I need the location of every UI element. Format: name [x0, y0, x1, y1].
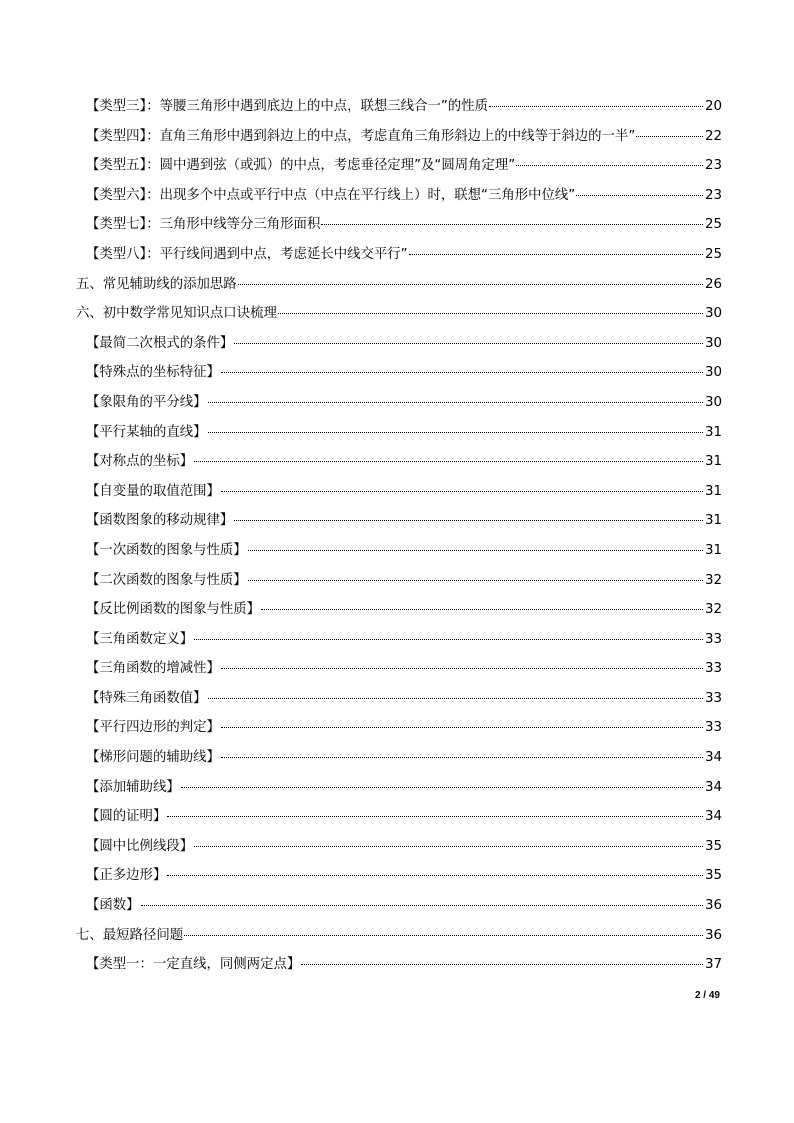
dot-leader [221, 491, 703, 492]
toc-entry-label: 【类型三】：等腰三角形中遇到底边上的中点，联想三线合一”的性质 [86, 99, 488, 114]
toc-entry-label: 七、最短路径问题 [76, 927, 184, 943]
toc-entry-page: 30 [704, 306, 722, 322]
toc-entry[interactable] [76, 240, 722, 270]
toc-entry-label: 【二次函数的图象与性质】 [86, 572, 247, 588]
toc-entry-label: 【类型一：一定直线，同侧两定点】 [86, 957, 301, 973]
table-of-contents [76, 92, 722, 980]
toc-entry-page: 30 [704, 365, 722, 381]
toc-entry-page: 34 [704, 750, 722, 766]
toc-entry-page: 37 [704, 957, 722, 973]
toc-entry-label: 【特殊三角函数值】 [86, 690, 207, 706]
dot-leader [301, 964, 703, 965]
toc-entry[interactable] [76, 832, 722, 862]
toc-entry-label: 【类型四】：直角三角形中遇到斜边上的中点，考虑直角三角形斜边上的中线等于斜边的一半” [86, 128, 636, 144]
toc-entry[interactable] [76, 506, 722, 536]
toc-entry-page: 32 [704, 572, 722, 588]
dot-leader [234, 520, 703, 521]
toc-entry-page: 35 [704, 838, 722, 854]
toc-entry-label: 【自变量的取值范围】 [86, 483, 220, 499]
dot-leader [576, 195, 703, 196]
toc-entry-label: 【类型五】：圆中遇到弦（或弧）的中点，考虑垂径定理”及“圆周角定理” [86, 158, 516, 174]
toc-entry-page: 30 [704, 394, 722, 410]
toc-entry-label: 【类型八】：平行线间遇到中点，考虑延长中线交平行” [86, 246, 408, 262]
toc-entry-label: 【三角函数定义】 [86, 631, 194, 647]
toc-entry-label: 【添加辅助线】 [86, 779, 180, 795]
dot-leader [221, 668, 703, 669]
toc-entry[interactable] [76, 122, 722, 152]
toc-entry-label: 【圆中比例线段】 [86, 838, 194, 854]
toc-entry[interactable] [76, 625, 722, 655]
toc-entry-page: 31 [704, 483, 722, 499]
toc-entry[interactable] [76, 713, 722, 743]
dot-leader [248, 550, 703, 551]
toc-entry-label: 【函数】 [86, 898, 140, 914]
toc-entry-label: 【圆的证明】 [86, 809, 167, 825]
dot-leader [516, 165, 703, 166]
toc-entry-label: 【一次函数的图象与性质】 [86, 542, 247, 558]
toc-entry[interactable] [76, 891, 722, 921]
toc-entry-page: 36 [704, 898, 722, 914]
toc-entry[interactable] [76, 329, 722, 359]
toc-entry[interactable] [76, 270, 722, 300]
dot-leader [234, 343, 703, 344]
toc-entry-page: 33 [704, 720, 722, 736]
toc-entry-page: 31 [704, 424, 722, 440]
page-number: 2 / 49 [694, 990, 720, 1001]
toc-entry-page: 22 [704, 128, 722, 144]
dot-leader [184, 935, 703, 936]
toc-entry[interactable] [76, 861, 722, 891]
toc-entry[interactable] [76, 802, 722, 832]
toc-entry-page: 34 [704, 779, 722, 795]
toc-entry[interactable] [76, 595, 722, 625]
toc-entry[interactable] [76, 536, 722, 566]
toc-entry-page: 31 [704, 513, 722, 529]
dot-leader [221, 757, 703, 758]
toc-entry-label: 【最简二次根式的条件】 [86, 335, 234, 351]
toc-entry-page: 32 [704, 602, 722, 618]
toc-entry-page: 31 [704, 542, 722, 558]
dot-leader [194, 461, 703, 462]
dot-leader [221, 372, 703, 373]
toc-entry-page: 26 [704, 276, 722, 292]
toc-entry[interactable] [76, 210, 722, 240]
dot-leader [221, 727, 703, 728]
toc-entry[interactable] [76, 566, 722, 596]
dot-leader [261, 609, 703, 610]
dot-leader [636, 136, 703, 137]
toc-entry-label: 【特殊点的坐标特征】 [86, 365, 220, 381]
dot-leader [208, 698, 703, 699]
toc-entry[interactable] [76, 684, 722, 714]
toc-entry-page: 34 [704, 809, 722, 825]
toc-entry-page: 23 [704, 187, 722, 203]
toc-entry[interactable] [76, 388, 722, 418]
toc-entry[interactable] [76, 151, 722, 181]
dot-leader [208, 432, 703, 433]
toc-entry-page: 33 [704, 690, 722, 706]
toc-entry[interactable] [76, 654, 722, 684]
toc-entry[interactable] [76, 418, 722, 448]
toc-entry[interactable] [76, 773, 722, 803]
toc-entry[interactable] [76, 447, 722, 477]
toc-entry-page: 31 [704, 454, 722, 470]
toc-entry[interactable] [76, 181, 722, 211]
dot-leader [321, 224, 703, 225]
toc-entry-label: 六、初中数学常见知识点口诀梳理 [76, 306, 277, 322]
toc-entry[interactable] [76, 921, 722, 951]
dot-leader [278, 313, 703, 314]
toc-entry-label: 五、常见辅助线的添加思路 [76, 276, 237, 292]
toc-entry-label: 【反比例函数的图象与性质】 [86, 602, 261, 618]
toc-entry-page: 36 [704, 927, 722, 943]
toc-entry-label: 【函数图象的移动规律】 [86, 513, 234, 529]
dot-leader [248, 580, 703, 581]
toc-entry-page: 25 [704, 217, 722, 233]
toc-entry-page: 33 [704, 631, 722, 647]
dot-leader [238, 284, 703, 285]
toc-entry-label: 【三角函数的增减性】 [86, 661, 220, 677]
toc-entry-label: 【对称点的坐标】 [86, 454, 194, 470]
toc-entry-page: 35 [704, 868, 722, 884]
dot-leader [167, 816, 703, 817]
toc-entry[interactable] [76, 92, 722, 122]
dot-leader [489, 106, 703, 107]
toc-entry-label: 【类型六】：出现多个中点或平行中点（中点在平行线上）时，联想“三角形中位线” [86, 187, 576, 203]
toc-entry-label: 【平行某轴的直线】 [86, 424, 207, 440]
toc-entry-label: 【类型七】：三角形中线等分三角形面积 [86, 217, 321, 233]
toc-entry-page: 25 [704, 246, 722, 262]
dot-leader [167, 875, 703, 876]
dot-leader [409, 254, 703, 255]
toc-entry[interactable] [76, 950, 722, 980]
toc-entry-page: 33 [704, 661, 722, 677]
toc-entry-page: 30 [704, 335, 722, 351]
dot-leader [141, 905, 703, 906]
toc-entry[interactable] [76, 299, 722, 329]
toc-entry[interactable] [76, 477, 722, 507]
toc-entry-page: 23 [704, 158, 722, 174]
dot-leader [194, 846, 703, 847]
dot-leader [181, 787, 703, 788]
toc-entry[interactable] [76, 743, 722, 773]
toc-entry-label: 【平行四边形的判定】 [86, 720, 220, 736]
toc-entry[interactable] [76, 358, 722, 388]
dot-leader [194, 639, 703, 640]
toc-entry-label: 【正多边形】 [86, 868, 167, 884]
toc-entry-label: 【梯形问题的辅助线】 [86, 750, 220, 766]
toc-entry-page: 20 [704, 99, 722, 114]
dot-leader [208, 402, 703, 403]
toc-entry-label: 【象限角的平分线】 [86, 394, 207, 410]
